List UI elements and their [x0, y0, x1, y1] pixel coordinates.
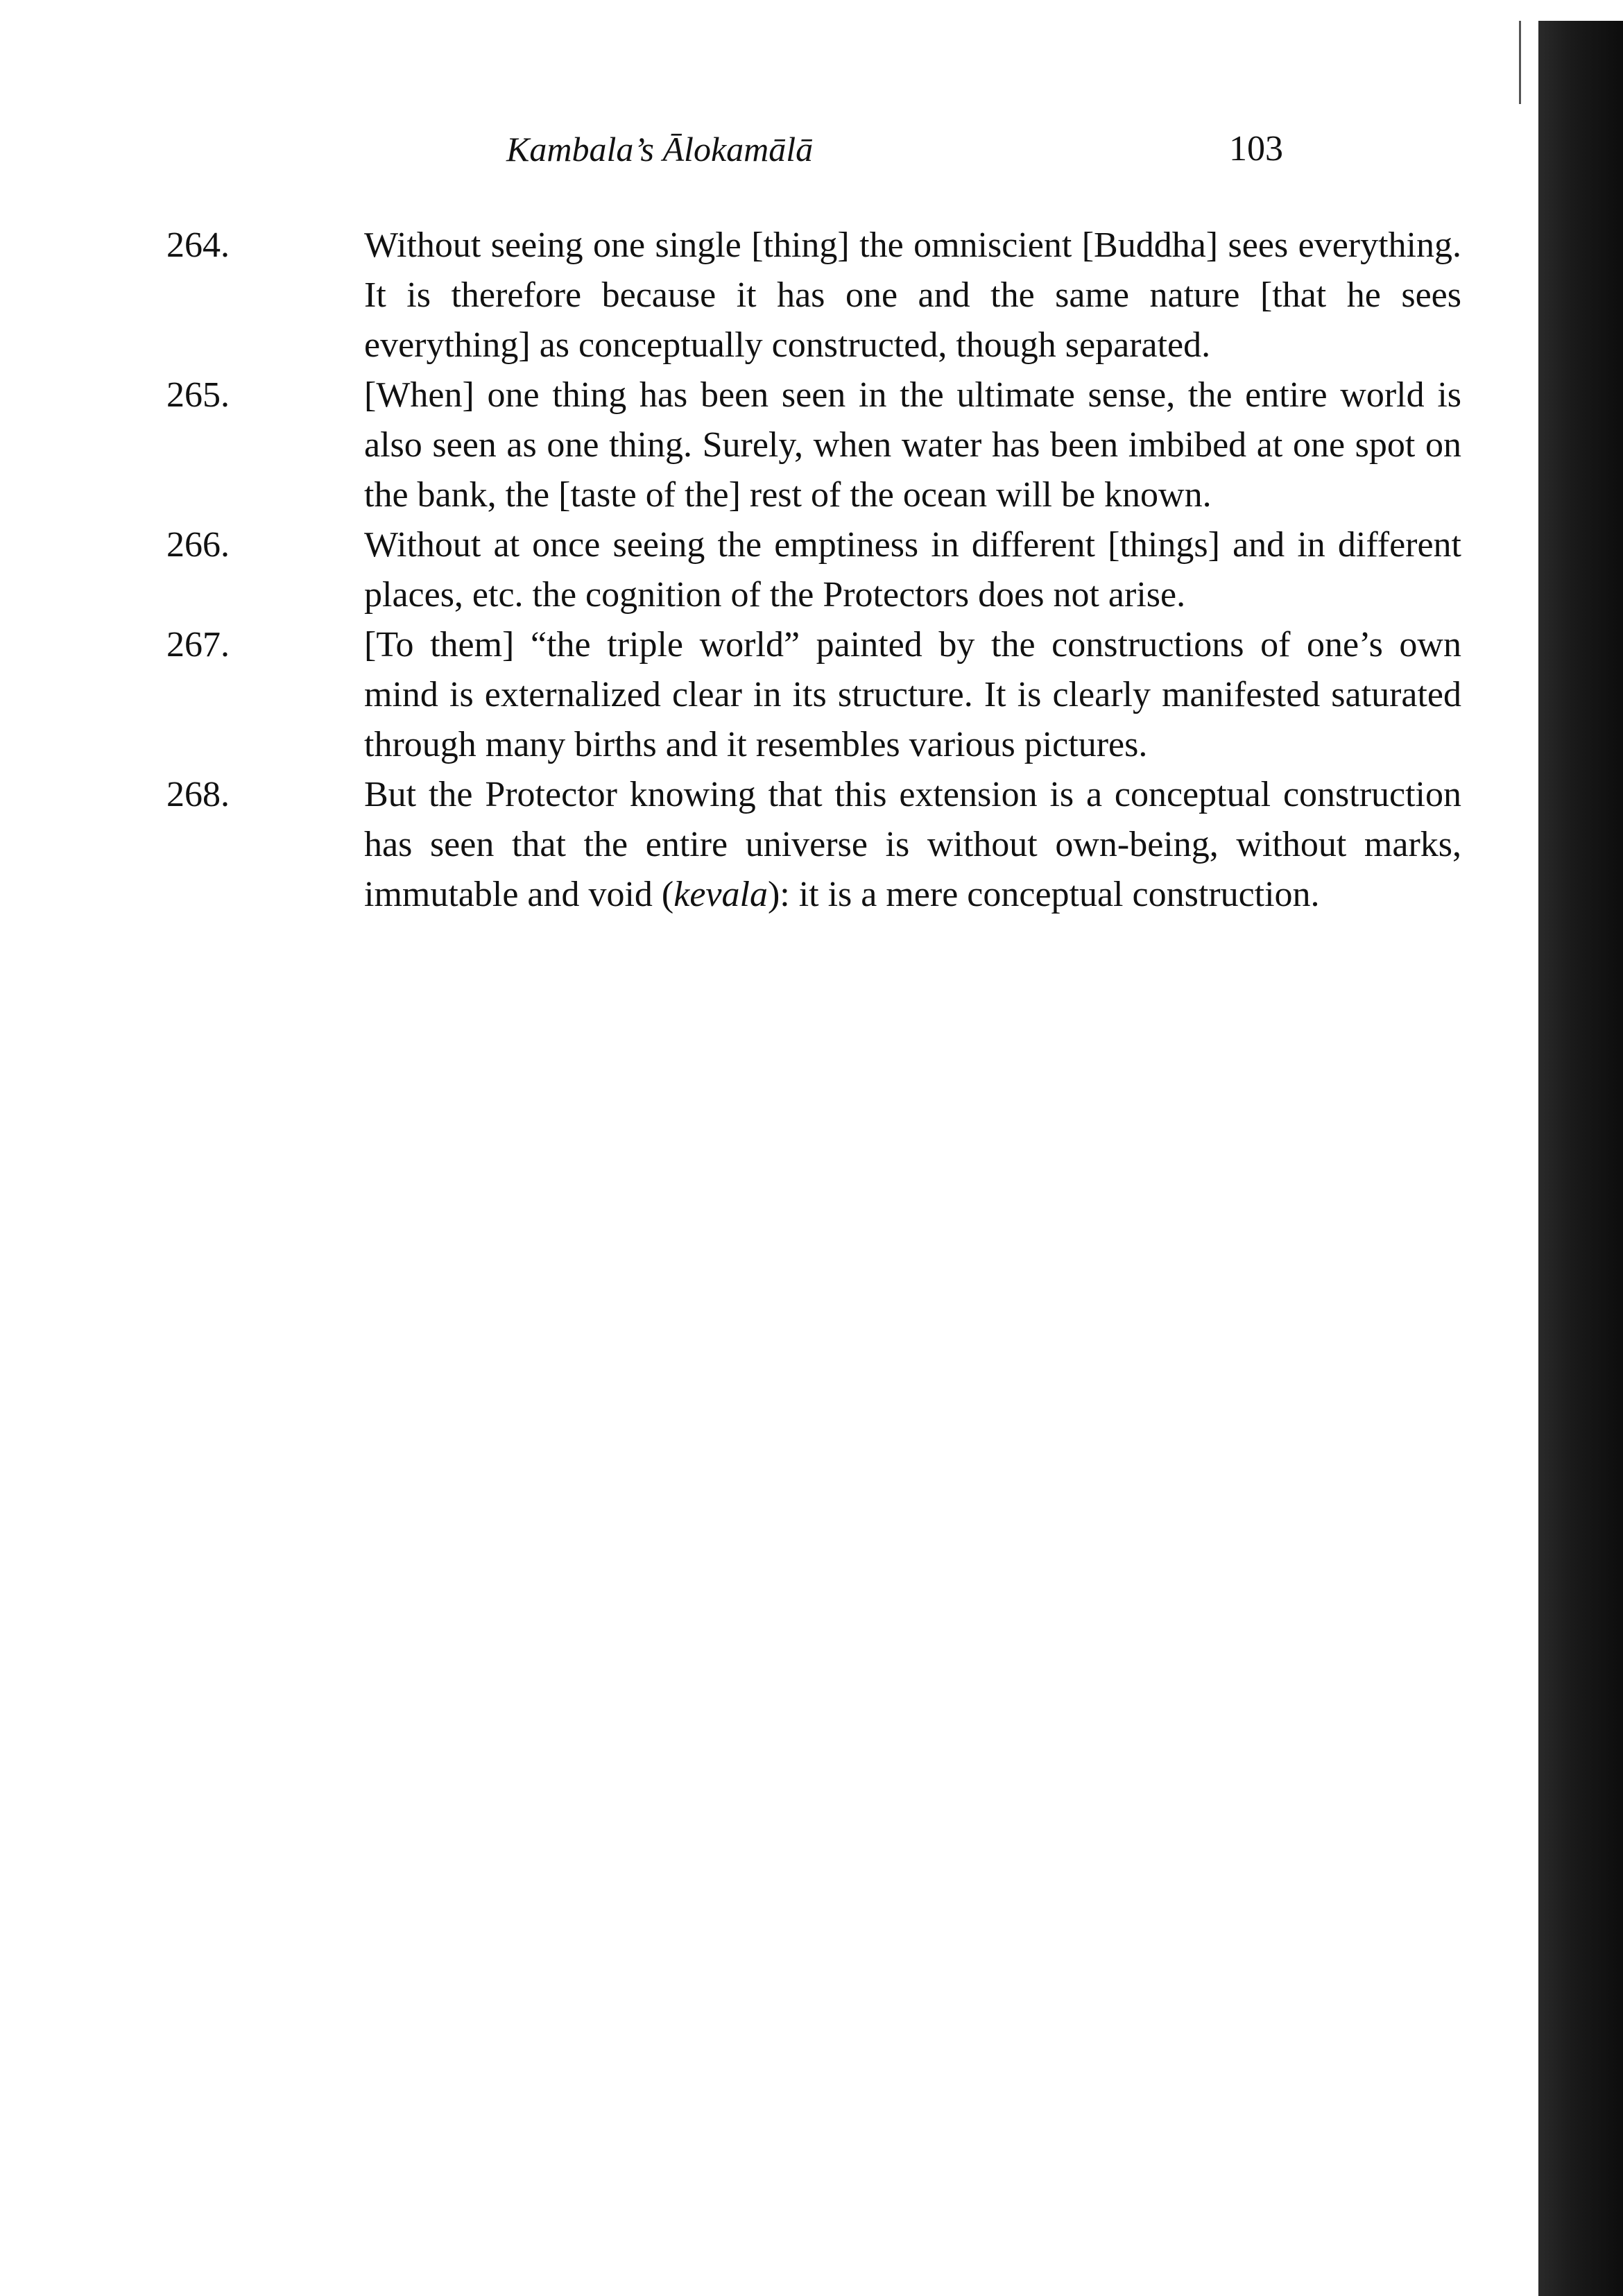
- verse-268: [166, 770, 1461, 920]
- verse-number: 264.: [166, 225, 230, 265]
- verse-number: 265.: [166, 375, 230, 415]
- verse-text: [To them] “the triple world” painted by the constructions of one’s own mind is externalized clear in its structure. It is clearly manifested saturated through many births and it resembles various pictures.: [364, 625, 1461, 764]
- verse-text: [When] one thing has been seen in the ultimate sense, the entire world is also seen as one thing. Surely, when water has been imbibed at one spot on the bank, the [taste of the] rest of the ocean will be known.: [364, 375, 1461, 515]
- verse-text-italic-term: kevala: [673, 875, 768, 914]
- verse-266: [166, 520, 1461, 620]
- verse-text-before: But the Protector knowing that this extension is a conceptual construction has seen that the entire universe is without own-being, without marks, immutable and void (: [364, 775, 1461, 914]
- verse-text: Without at once seeing the emptiness in different [things] and in different places, etc. the cognition of the Protectors does not arise.: [364, 525, 1461, 615]
- verse-number: 267.: [166, 625, 230, 665]
- verse-text: Without seeing one single [thing] the omniscient [Buddha] sees everything. It is therefore because it has one and the same nature [that he sees everything] as conceptually constructed, though separated.: [364, 225, 1461, 365]
- verse-267: [166, 620, 1461, 770]
- verse-list: [166, 221, 1461, 920]
- scan-dark-margin: [1538, 21, 1623, 2296]
- verse-text-after: ): it is a mere conceptual construction.: [767, 875, 1320, 914]
- verse-text: [364, 770, 1461, 920]
- scan-artifact-line: [1519, 21, 1521, 104]
- running-head: [506, 125, 1283, 173]
- verse-264: [166, 221, 1461, 370]
- running-head-title: Kambala’s Ālokamālā: [506, 130, 814, 169]
- verse-number: 268.: [166, 775, 230, 814]
- page-number: 103: [1229, 129, 1283, 169]
- verse-number: 266.: [166, 525, 230, 565]
- verse-265: [166, 370, 1461, 520]
